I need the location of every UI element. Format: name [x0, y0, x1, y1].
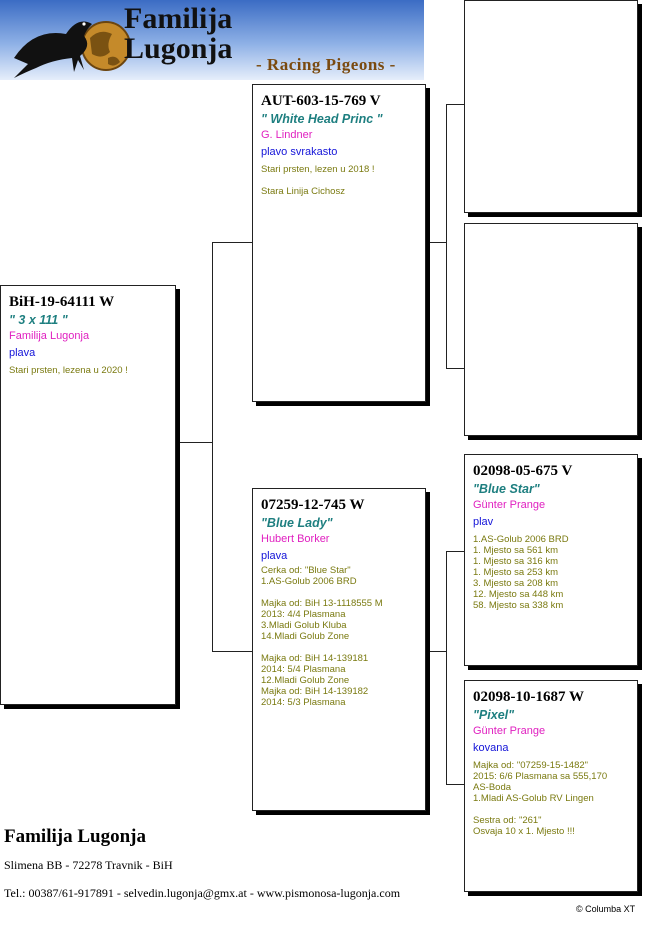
subject-breeder: Familija Lugonja — [9, 330, 90, 342]
sire-color: plavo svrakasto — [261, 146, 338, 158]
dam-note — [261, 642, 417, 653]
copyright: © Columba XT — [576, 904, 636, 914]
dam-sire-note: 3. Mjesto sa 208 km — [473, 578, 559, 589]
dam-sire-note: 1. Mjesto sa 316 km — [473, 556, 559, 567]
dam-dam-ring: 02098-10-1687 W — [473, 689, 584, 705]
sire-card[interactable] — [252, 84, 426, 402]
connector-dam-vertical — [446, 551, 447, 784]
dam-note: 3.Mladi Golub Kluba — [261, 620, 347, 631]
connector-parents-vertical — [212, 242, 213, 651]
dam-dam-note: Osvaja 10 x 1. Mjesto !!! — [473, 826, 575, 837]
subject-ring: BiH-19-64111 W — [9, 294, 115, 310]
dam-sire-note: 1.AS-Golub 2006 BRD — [473, 534, 569, 545]
dam-name: "Blue Lady" — [261, 516, 333, 530]
sire-dam-card[interactable] — [464, 223, 638, 436]
brand-line-1: Familija — [124, 2, 233, 35]
dam-dam-card[interactable] — [464, 680, 638, 892]
subject-card[interactable] — [0, 285, 176, 705]
sire-breeder: G. Lindner — [261, 129, 313, 141]
connector-sire-vertical — [446, 104, 447, 368]
footer-contact[interactable]: Tel.: 00387/61-917891 - selvedin.lugonja@gmx.at - www.pismonosa-lugonja.com — [4, 886, 401, 900]
dam-sire-name: "Blue Star" — [473, 482, 540, 496]
dam-dam-note — [473, 804, 629, 815]
footer-address: Slimena BB - 72278 Travnik - BiH — [4, 858, 173, 872]
connector-sire-sire — [446, 104, 464, 105]
dam-breeder: Hubert Borker — [261, 533, 330, 545]
dam-dam-name: "Pixel" — [473, 708, 515, 722]
dam-dam-note: AS-Boda — [473, 782, 512, 793]
dam-sire-ring: 02098-05-675 V — [473, 463, 573, 479]
connector-sire-dam — [446, 368, 464, 369]
dam-note: 2014: 5/3 Plasmana — [261, 697, 346, 708]
dam-dam-note: 1.Mladi AS-Golub RV Lingen — [473, 793, 594, 804]
connector-dam — [212, 651, 252, 652]
dam-notes — [261, 565, 417, 708]
connector-dam-dam — [446, 784, 464, 785]
subtitle: - Racing Pigeons - — [256, 55, 396, 74]
connector-sire-out — [426, 242, 446, 243]
brand-line-2: Lugonja — [124, 32, 233, 65]
dam-dam-color: kovana — [473, 742, 509, 754]
pigeon-logo-icon — [10, 8, 130, 78]
dam-dam-note: Sestra od: "261" — [473, 815, 542, 826]
sire-name: " White Head Princ " — [261, 112, 383, 126]
dam-note: 1.AS-Golub 2006 BRD — [261, 576, 357, 587]
dam-note: Cerka od: "Blue Star" — [261, 565, 351, 576]
dam-sire-notes — [473, 534, 629, 611]
dam-sire-note: 1. Mjesto sa 561 km — [473, 545, 559, 556]
dam-note: Majka od: BiH 13-1118555 M — [261, 598, 383, 609]
dam-note — [261, 587, 417, 598]
dam-note: 2013: 4/4 Plasmana — [261, 609, 346, 620]
subject-note: Stari prsten, lezena u 2020 ! — [9, 365, 128, 376]
dam-dam-note: 2015: 6/6 Plasmana sa 555,170 — [473, 771, 608, 782]
sire-note: Stara Linija Cichosz — [261, 186, 345, 197]
dam-note: Majka od: BiH 14-139182 — [261, 686, 369, 697]
dam-sire-note: 1. Mjesto sa 253 km — [473, 567, 559, 578]
subject-notes — [9, 365, 167, 376]
sire-sire-card[interactable] — [464, 0, 638, 213]
sire-notes — [261, 164, 417, 197]
sire-ring: AUT-603-15-769 V — [261, 93, 381, 109]
dam-color: plava — [261, 550, 288, 562]
brand-logo-text — [124, 2, 232, 66]
dam-card[interactable] — [252, 488, 426, 811]
dam-dam-note: Majka od: "07259-15-1482" — [473, 760, 589, 771]
dam-dam-notes — [473, 760, 629, 837]
subject-name: " 3 x 111 " — [9, 313, 68, 327]
dam-sire-breeder: Günter Prange — [473, 499, 546, 511]
connector-dam-sire — [446, 551, 464, 552]
dam-sire-color: plav — [473, 516, 494, 528]
connector-dam-out — [426, 651, 446, 652]
sire-note: Stari prsten, lezen u 2018 ! — [261, 164, 375, 175]
sire-note — [261, 175, 417, 186]
dam-note: Majka od: BiH 14-139181 — [261, 653, 369, 664]
dam-note: 12.Mladi Golub Zone — [261, 675, 350, 686]
footer-title: Familija Lugonja — [4, 826, 146, 847]
dam-ring: 07259-12-745 W — [261, 497, 365, 513]
dam-sire-note: 12. Mjesto sa 448 km — [473, 589, 564, 600]
dam-sire-card[interactable] — [464, 454, 638, 666]
dam-note: 2014: 5/4 Plasmana — [261, 664, 346, 675]
dam-dam-breeder: Günter Prange — [473, 725, 546, 737]
connector-sire — [212, 242, 252, 243]
dam-sire-note: 58. Mjesto sa 338 km — [473, 600, 564, 611]
subject-color: plava — [9, 347, 36, 359]
dam-note: 14.Mladi Golub Zone — [261, 631, 350, 642]
connector-subject — [176, 442, 212, 443]
